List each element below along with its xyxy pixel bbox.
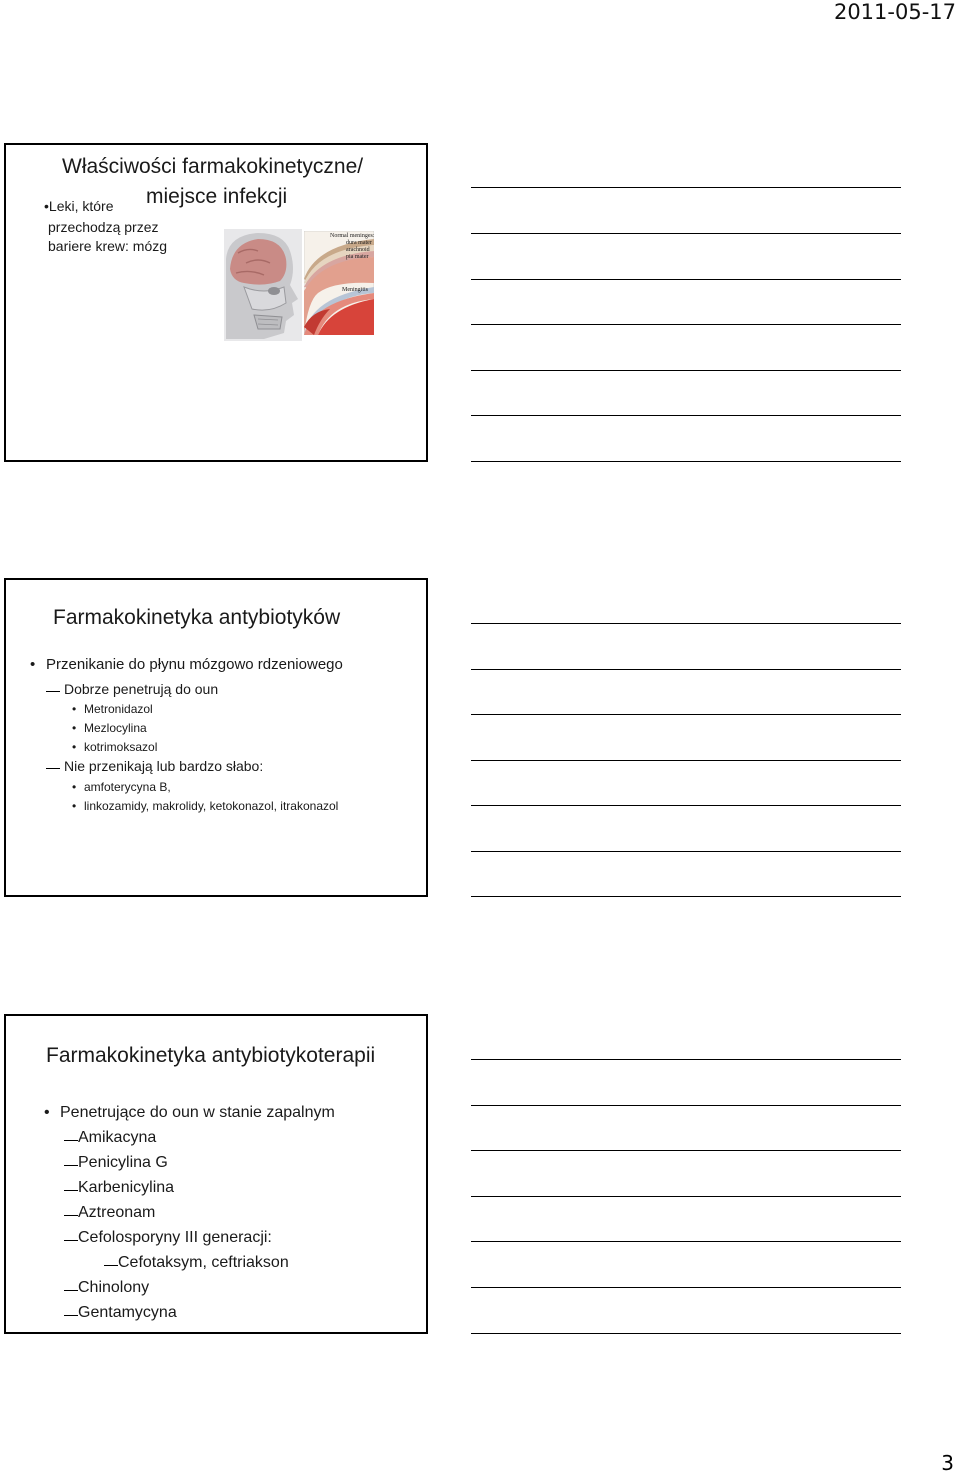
note-line — [471, 324, 901, 325]
note-line — [471, 415, 901, 416]
note-line — [471, 1333, 901, 1334]
dash-marker — [64, 1240, 78, 1241]
dash-marker — [46, 691, 60, 692]
slide-2-item-5: Nie przenikają lub bardzo słabo: — [64, 758, 264, 774]
slide-3-item-0: • Penetrujące do oun w stanie zapalnym — [60, 1104, 335, 1122]
dash-marker — [64, 1190, 78, 1191]
note-line — [471, 669, 901, 670]
bullet-dot: • — [44, 198, 49, 214]
slide-1 — [4, 143, 428, 462]
dash-marker — [46, 768, 60, 769]
note-line — [471, 461, 901, 462]
header-date: 2011-05-17 — [833, 0, 956, 24]
slide-3-item-7: Chinolony — [78, 1279, 150, 1296]
slide-3-item-8: Gentamycyna — [78, 1304, 177, 1321]
note-line — [471, 1241, 901, 1242]
slide-1-bullet-line-3: bariere krew: mózg — [48, 238, 168, 254]
note-line — [471, 851, 901, 852]
note-line — [471, 233, 901, 234]
note-line — [471, 805, 901, 806]
slide-3 — [4, 1014, 428, 1334]
dash-marker — [64, 1215, 78, 1216]
dash-marker — [64, 1140, 78, 1141]
note-line — [471, 623, 901, 624]
note-line — [471, 714, 901, 715]
note-line — [471, 1287, 901, 1288]
note-line — [471, 760, 901, 761]
slide-2 — [4, 578, 428, 897]
dash-marker — [64, 1315, 78, 1316]
slide-1-title-line-1: Właściwości farmakokinetyczne/ — [62, 155, 364, 178]
slide-2-item-4: • kotrimoksazol — [84, 740, 157, 754]
slide-2-item-7: • linkozamidy, makrolidy, ketokonazol, itrakonazol — [84, 799, 338, 813]
head-skull-illustration — [224, 229, 302, 341]
slide-3-item-4: Aztreonam — [78, 1204, 156, 1221]
slide-3-item-5: Cefolosporyny III generacji: — [78, 1229, 272, 1246]
slide-2-item-3: • Mezlocylina — [84, 721, 147, 735]
note-line — [471, 1196, 901, 1197]
page-number: 3 — [941, 1451, 954, 1475]
slide-2-title: Farmakokinetyka antybiotyków — [53, 606, 341, 629]
slide-2-item-1: Dobrze penetrują do oun — [64, 681, 219, 697]
slide-2-item-6: • amfoterycyna B, — [84, 780, 171, 794]
slide-1-bullet-text-1: Leki, które — [48, 198, 114, 214]
meninges-normal-label: Normal meninges: — [330, 233, 375, 239]
meninges-layer-pia: pia mater — [346, 254, 369, 260]
slide-3-item-1: Amikacyna — [78, 1129, 157, 1146]
slide-2-item-2: • Metronidazol — [84, 702, 153, 716]
slide-3-item-3: Karbenicylina — [78, 1179, 175, 1196]
slide-1-title-line-2: miejsce infekcji — [146, 185, 288, 208]
note-line — [471, 187, 901, 188]
note-line — [471, 1150, 901, 1151]
slide-1-bullet-line-2: przechodzą przez — [48, 219, 159, 235]
slide-3-item-6: Cefotaksym, ceftriakson — [118, 1254, 289, 1271]
slide-3-item-2: Penicylina G — [78, 1154, 168, 1171]
slide-3-title: Farmakokinetyka antybiotykoterapii — [46, 1044, 376, 1067]
note-line — [471, 896, 901, 897]
meninges-meningitis-label: Meningitis — [342, 287, 369, 293]
note-line — [471, 370, 901, 371]
meninges-layer-dura: dura mater — [346, 240, 372, 246]
dash-marker — [64, 1290, 78, 1291]
meninges-layer-arachnoid: arachnoid — [346, 247, 370, 253]
slide-2-item-0: • Przenikanie do płynu mózgowo rdzeniowego — [46, 656, 343, 673]
note-line — [471, 279, 901, 280]
note-line — [471, 1105, 901, 1106]
dash-marker — [104, 1265, 118, 1266]
dash-marker — [64, 1165, 78, 1166]
slide-1-bullet — [44, 198, 114, 214]
note-line — [471, 1059, 901, 1060]
